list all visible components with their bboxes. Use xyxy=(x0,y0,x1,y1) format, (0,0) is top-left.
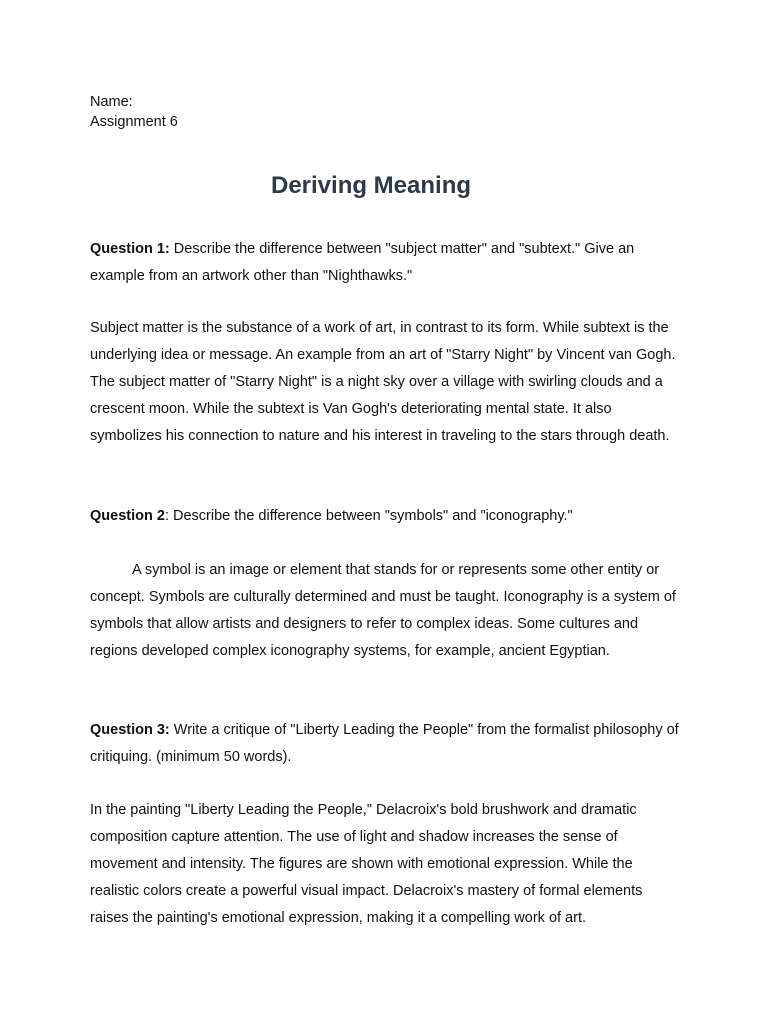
answer-2 xyxy=(90,557,685,665)
question-1-label: Question 1: xyxy=(90,241,170,257)
question-1-text: Describe the difference between "subject matter" and "subtext." Give an example from an artwork other than "Nighthawks." xyxy=(90,241,635,284)
answer-2-text: A symbol is an image or element that stands for or represents some other entity or concept. Symbols are culturally determined and must be taught. Iconography is a system of symbols that allow artists and designers to refer to complex ideas. Some cultures and regions developed complex iconography systems, for example, ancient Egyptian. xyxy=(90,562,676,659)
document-page xyxy=(90,92,685,926)
answer-3: In the painting "Liberty Leading the People," Delacroix's bold brushwork and dramatic composition capture attention. The use of light and shadow increases the sense of movement and intensity. The figures are shown with emotional expression. While the realistic colors create a powerful visual impact. Delacroix's mastery of formal elements raises the painting's emotional expression, making it a compelling work of art. xyxy=(90,802,643,926)
answer-1: Subject matter is the substance of a work of art, in contrast to its form. While subtext is the underlying idea or message. An example from an art of "Starry Night" by Vincent van Gogh. The subject matter of "Starry Night" is a night sky over a village with swirling clouds and a crescent moon. While the subtext is Van Gogh's deteriorating mental state. It also symbolizes his connection to nature and his interest in traveling to the stars through death. xyxy=(90,320,676,444)
question-3-label: Question 3: xyxy=(90,722,170,738)
question-2 xyxy=(90,503,685,530)
page-title: Deriving Meaning xyxy=(270,172,472,199)
question-3 xyxy=(90,717,685,771)
name-label: Name: xyxy=(90,94,133,110)
question-2-label: Question 2 xyxy=(90,508,165,524)
question-1 xyxy=(90,236,685,290)
question-2-text: : Describe the difference between "symbols" and "iconography." xyxy=(164,508,573,524)
question-3-text: Write a critique of "Liberty Leading the People" from the formalist philosophy of critiquing. (minimum 50 words). xyxy=(90,722,679,765)
assignment-label: Assignment 6 xyxy=(90,114,178,130)
